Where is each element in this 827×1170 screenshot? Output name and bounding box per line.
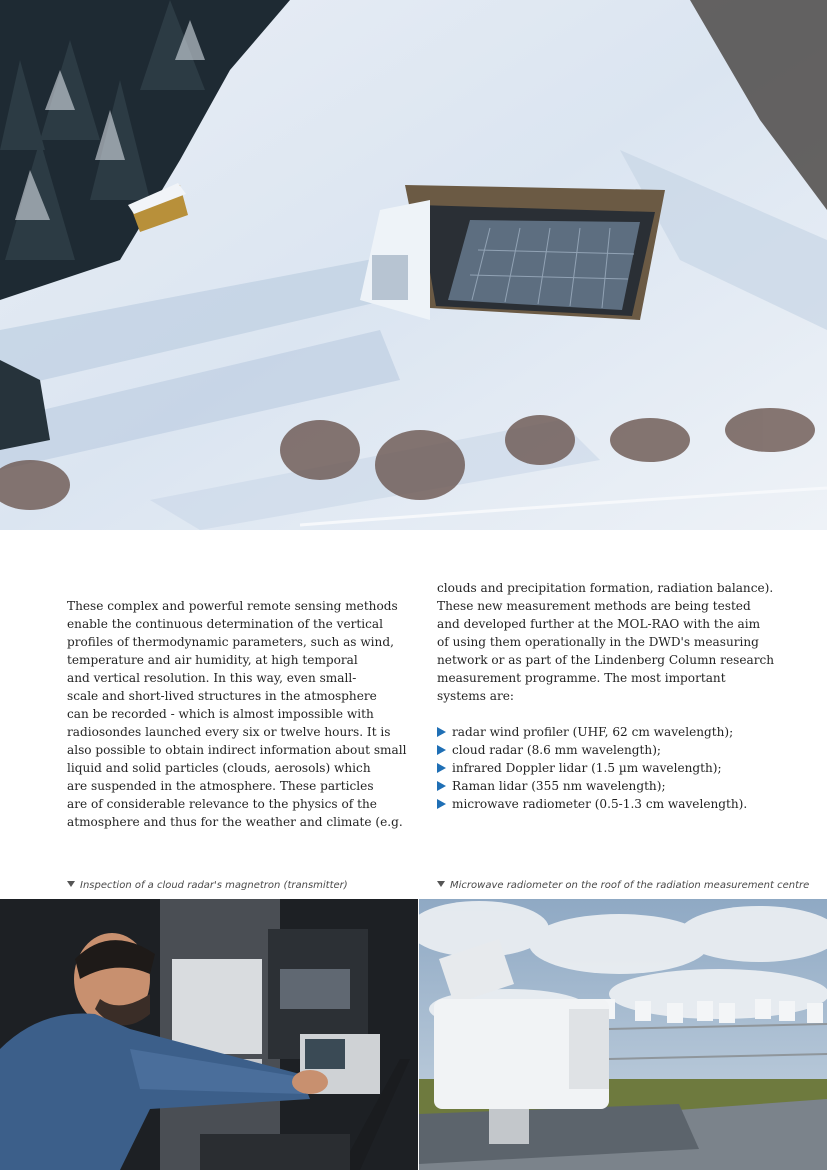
body-line: are suspended in the atmosphere. These particles [67, 779, 374, 793]
body-line: measurement programme. The most important [437, 671, 726, 685]
body-line: These new measurement methods are being tested [437, 599, 751, 613]
system-label: microwave radiometer (0.5-1.3 cm wavelength). [452, 797, 748, 811]
technician-photo [0, 899, 418, 1170]
list-item [437, 795, 797, 813]
systems-list [437, 723, 797, 813]
body-line: systems are: [437, 689, 515, 703]
body-text-left-column [67, 597, 422, 831]
bullet-triangle-icon [437, 745, 446, 755]
body-line: enable the continuous determination of the vertical [67, 617, 383, 631]
body-line: of using them operationally in the DWD's measuring [437, 635, 759, 649]
body-line: These complex and powerful remote sensing methods [67, 599, 398, 613]
body-line: can be recorded - which is almost impossible with [67, 707, 374, 721]
bullet-triangle-icon [437, 799, 446, 809]
body-line: also possible to obtain indirect information about small [67, 743, 407, 757]
caption-left-text: Inspection of a cloud radar's magnetron (transmitter) [80, 880, 348, 891]
caption-right-text: Microwave radiometer on the roof of the radiation measurement centre [450, 880, 810, 891]
caption-arrow-icon [67, 881, 75, 887]
body-line: and vertical resolution. In this way, even small- [67, 671, 357, 685]
system-label: cloud radar (8.6 mm wavelength); [452, 743, 661, 757]
bullet-triangle-icon [437, 727, 446, 737]
body-line: liquid and solid particles (clouds, aerosols) which [67, 761, 371, 775]
caption-right [437, 880, 809, 891]
body-line: are of considerable relevance to the physics of the [67, 797, 377, 811]
list-item [437, 777, 797, 795]
radiometer-photo [419, 899, 827, 1170]
aerial-winter-photo [0, 0, 827, 530]
caption-left [67, 880, 348, 891]
list-item [437, 723, 797, 741]
list-item [437, 741, 797, 759]
system-label: radar wind profiler (UHF, 62 cm wavelength); [452, 725, 734, 739]
body-line: profiles of thermodynamic parameters, such as wind, [67, 635, 394, 649]
body-line: network or as part of the Lindenberg Column research [437, 653, 775, 667]
body-line: clouds and precipitation formation, radiation balance). [437, 581, 774, 595]
body-line: atmosphere and thus for the weather and climate (e.g. [67, 815, 403, 829]
system-label: Raman lidar (355 nm wavelength); [452, 779, 666, 793]
body-line: and developed further at the MOL-RAO with the aim [437, 617, 761, 631]
system-label: infrared Doppler lidar (1.5 µm wavelength); [452, 761, 722, 775]
caption-arrow-icon [437, 881, 445, 887]
bullet-triangle-icon [437, 781, 446, 791]
body-text-right-column [437, 579, 797, 813]
body-line: temperature and air humidity, at high temporal [67, 653, 358, 667]
list-item [437, 759, 797, 777]
bullet-triangle-icon [437, 763, 446, 773]
body-line: radiosondes launched every six or twelve hours. It is [67, 725, 391, 739]
body-line: scale and short-lived structures in the atmosphere [67, 689, 377, 703]
